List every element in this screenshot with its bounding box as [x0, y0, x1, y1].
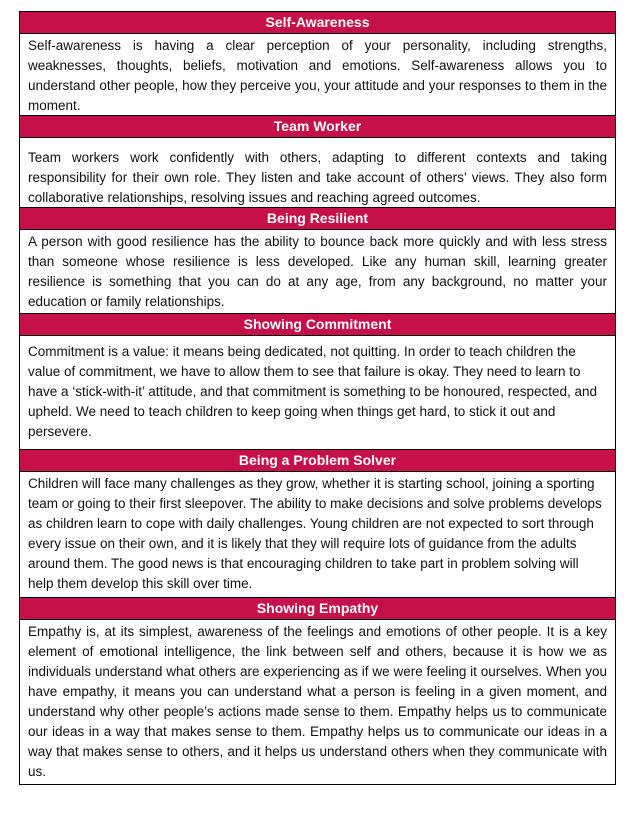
- section-text: Team workers work confidently with others, adapting to different contexts and taking responsibility for their own role. They listen and take account of others’ views. They also form collaborative relationships, resolving issues and reaching agreed outcomes.: [20, 138, 615, 208]
- section-title: Being a Problem Solver: [20, 450, 615, 472]
- section-showing-empathy: [20, 598, 615, 784]
- section-title: Showing Empathy: [20, 598, 615, 620]
- section-self-awareness: [20, 12, 615, 116]
- section-title: Being Resilient: [20, 208, 615, 230]
- section-text: Self-awareness is having a clear perception of your personality, including strengths, weaknesses, thoughts, beliefs, motivation and emotions. Self-awareness allows you to understand other people, how they perceive you, your attitude and your responses to them in the moment.: [20, 34, 615, 116]
- section-showing-commitment: [20, 314, 615, 450]
- section-title: Team Worker: [20, 116, 615, 138]
- section-text: Empathy is, at its simplest, awareness of the feelings and emotions of other people. It is a key element of emotional intelligence, the link between self and others, because it is how we as individuals understand what others are experiencing as if we were feeling it ourselves. When you have empathy, it means you can understand what a person is feeling in a given moment, and understand why other people’s actions made sense to them. Empathy helps us to communicate our ideas in a way that makes sense to them. Empathy helps us to communicate our ideas in a way that makes sense to others, and it helps us understand others when they communicate with us.: [28, 624, 607, 779]
- skills-table: [19, 11, 616, 785]
- section-text: Children will face many challenges as they grow, whether it is starting school, joining a sporting team or going to their first sleepover. The ability to make decisions and solve problems develops as children learn to cope with daily challenges. Young children are not expected to sort through every issue on their own, and it is likely that they will require lots of guidance from the adults around them. The good news is that encouraging children to take part in problem solving will help them develop this skill over time.: [20, 472, 615, 598]
- section-title: Showing Commitment: [20, 314, 615, 336]
- section-text: Commitment is a value: it means being dedicated, not quitting. In order to teach children the value of commitment, we have to allow them to see that failure is okay. They need to learn to have a ‘stick-with-it’ attitude, and that commitment is something to be honoured, respected, and upheld. We need to teach children to keep going when things get hard, to stick it out and persevere.: [20, 336, 615, 450]
- section-being-resilient: [20, 208, 615, 314]
- section-team-worker: [20, 116, 615, 208]
- section-text: A person with good resilience has the ability to bounce back more quickly and with less stress than someone whose resilience is less developed. Like any human skill, learning greater resilience is something that you can do at any age, from any background, no matter your education or family relationships.: [20, 230, 615, 314]
- section-title: Self-Awareness: [20, 12, 615, 34]
- section-problem-solver: [20, 450, 615, 598]
